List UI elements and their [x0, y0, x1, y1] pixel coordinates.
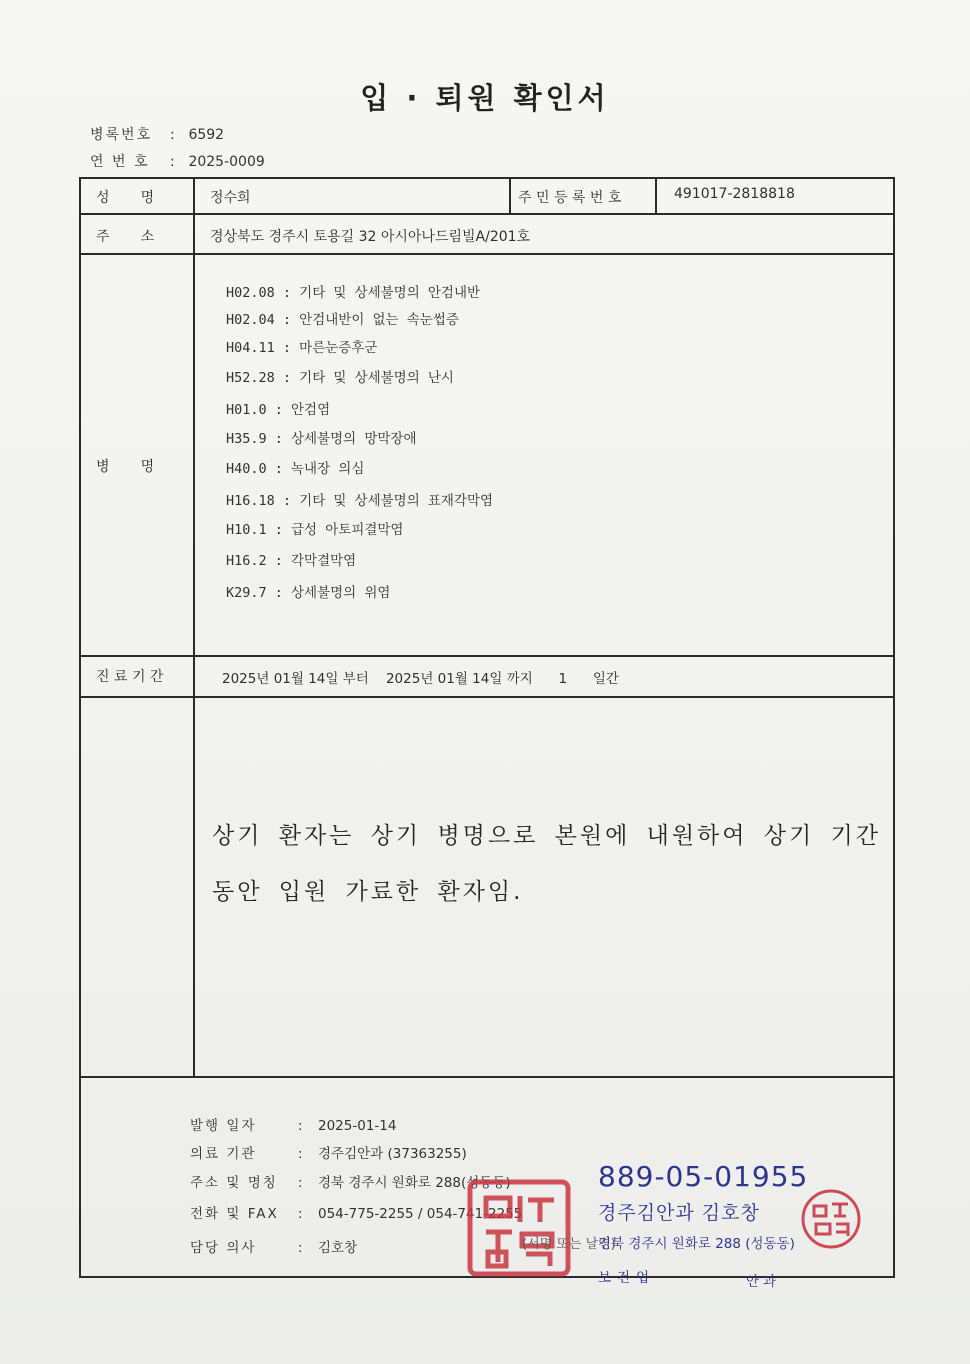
certificate-table: [79, 177, 895, 1278]
serial-number-value: 2025-0009: [188, 154, 265, 170]
diagnosis-item: H10.1 : 급성 아토피결막염: [226, 522, 404, 538]
patient-rrn: 491017-2818818: [674, 186, 795, 202]
stamp-footer-left: 보건업: [598, 1270, 656, 1286]
row-divider: [79, 1076, 895, 1078]
colon: :: [298, 1206, 303, 1222]
signature-note: (서명 또는 날인): [522, 1237, 616, 1252]
issue-date: 2025-01-14: [318, 1118, 397, 1134]
colon: :: [170, 154, 175, 170]
diagnosis-item: H02.04 : 안검내반이 없는 속눈썹증: [226, 312, 459, 328]
diagnosis-item: H35.9 : 상세불명의 망막장애: [226, 431, 417, 447]
column-divider: [655, 177, 657, 214]
record-number-row: [90, 124, 224, 144]
serial-number-row: [90, 151, 265, 171]
diagnosis-item: H02.08 : 기타 및 상세불명의 안검내반: [226, 285, 481, 301]
business-number: 889-05-01955: [598, 1160, 809, 1193]
rrn-label: 주 민 등 록 번 호: [518, 190, 622, 206]
phone: 054-775-2255 / 054-741-2255: [318, 1206, 523, 1222]
issue-date-row: [190, 1114, 396, 1134]
colon: :: [298, 1146, 303, 1162]
diagnosis-item: H04.11 : 마른눈증후군: [226, 340, 378, 356]
diagnosis-item: H52.28 : 기타 및 상세불명의 난시: [226, 370, 454, 386]
row-divider: [79, 696, 895, 698]
treatment-period: 2025년 01월 14일 부터 2025년 01월 14일 까지 1 일간: [222, 671, 619, 687]
phone-label: 전화 및 FAX: [190, 1206, 279, 1222]
diagnosis-item: H40.0 : 녹내장 의심: [226, 461, 365, 477]
institution: 경주김안과 (37363255): [318, 1146, 467, 1162]
doctor: 김호창: [318, 1240, 358, 1256]
diagnosis-item: H16.2 : 각막결막염: [226, 553, 357, 569]
stamp-address: 경북 경주시 원화로 288 (성동동): [598, 1236, 795, 1252]
colon: :: [298, 1118, 303, 1134]
issue-date-label: 발행 일자: [190, 1118, 257, 1134]
patient-address: 경상북도 경주시 토용길 32 아시아나드림빌A/201호: [210, 229, 531, 245]
hospital-seal-square: [464, 1176, 576, 1282]
diagnosis-label: 병 명: [96, 459, 155, 475]
confirmation-statement: 상기 환자는 상기 병명으로 본원에 내원하여 상기 기간 동안 입원 가료한 환자임.: [212, 823, 881, 905]
institution-row: [190, 1142, 467, 1162]
patient-name: 정수희: [210, 190, 251, 206]
institution-address-label: 주소 및 명칭: [190, 1175, 278, 1191]
row-divider: [79, 213, 895, 215]
address-label: 주 소: [96, 229, 155, 245]
column-divider: [193, 177, 195, 1077]
institution-address: 경북 경주시 원화로 288(성동동): [318, 1175, 511, 1191]
serial-number-label: 연 번 호: [90, 154, 150, 170]
column-divider: [509, 177, 511, 214]
period-label: 진 료 기 간: [96, 669, 164, 685]
institution-address-row: [190, 1171, 511, 1191]
document-title: 입 · 퇴원 확인서: [360, 81, 610, 115]
colon: :: [298, 1175, 303, 1191]
institution-label: 의료 기관: [190, 1146, 257, 1162]
record-number-value: 6592: [188, 127, 225, 143]
row-divider: [79, 655, 895, 657]
colon: :: [298, 1240, 303, 1256]
record-number-label: 병록번호: [90, 127, 153, 143]
colon: :: [170, 127, 175, 143]
diagnosis-item: H16.18 : 기타 및 상세불명의 표재각막염: [226, 493, 494, 509]
stamp-name: 경주김안과 김호창: [598, 1202, 760, 1224]
doctor-row: [190, 1236, 357, 1256]
doctor-label: 담당 의사: [190, 1240, 257, 1256]
name-label: 성 명: [96, 190, 155, 206]
diagnosis-item: K29.7 : 상세불명의 위염: [226, 585, 391, 601]
doctor-seal-round: [800, 1188, 862, 1250]
row-divider: [79, 253, 895, 255]
stamp-footer-right: 안과: [746, 1274, 781, 1290]
diagnosis-item: H01.0 : 안검염: [226, 402, 331, 418]
